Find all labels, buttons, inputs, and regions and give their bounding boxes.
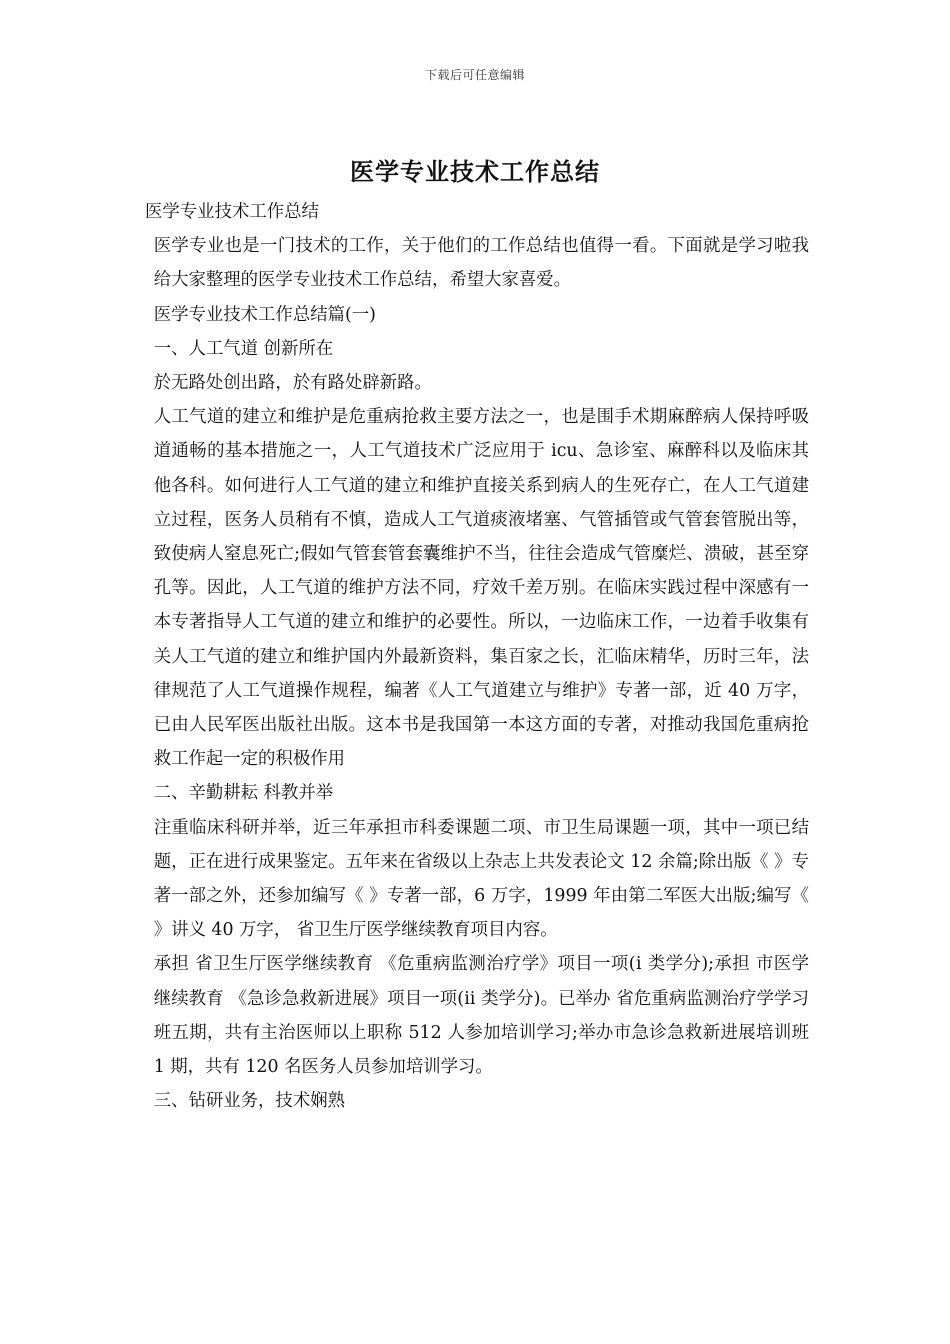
heading-1: 一、人工气道 创新所在 xyxy=(153,338,334,359)
paragraph-research: 注重临床科研并举，近三年承担市科委课题二项、市卫生局课题一项，其中一项已结题，正在进行成果鉴定。五年来在省级以上杂志上共发表论文 12 余篇;除出版《 》专著一部之外，还参加编写《 》专著一部，6 万字，1999 年由第二军医大出版;编写《 》讲义 40 万字， 省卫生厅医学继续教育项目内容。 xyxy=(153,817,809,941)
paragraph-motto: 於无路处创出路，於有路处辟新路。 xyxy=(153,373,432,394)
paragraph-airway: 人工气道的建立和维护是危重病抢救主要方法之一，也是围手术期麻醉病人保持呼吸道通畅的基本措施之一，人工气道技术广泛应用于 icu、急诊室、麻醉科以及临床其他各科。如何进行人工气道的建立和维护直接关系到病人的生死存亡，在人工气道建立过程，医务人员稍有不慎，造成人工气道痰液堵塞、气管插管或气管套管脱出等，致使病人窒息死亡;假如气管套管套囊维护不当，往往会造成气管糜烂、溃破，甚至穿孔等。因此，人工气道的维护方法不同，疗效千差万别。在临床实践过程中深感有一本专著指导人工气道的建立和维护的必要性。所以，一边临床工作，一边着手收集有关人工气道的建立和维护国内外最新资料，集百家之长，汇临床精华，历时三年，法律规范了人工气道操作规程，编著《人工气道建立与维护》专著一部，近 40 万字，已由人民军医出版社出版。这本书是我国第一本这方面的专著，对推动我国危重病抢救工作起一定的积极作用 xyxy=(153,407,809,770)
heading-2: 二、辛勤耕耘 科教并举 xyxy=(153,783,334,804)
paragraph-intro: 医学专业也是一门技术的工作，关于他们的工作总结也值得一看。下面就是学习啦我给大家整理的医学专业技术工作总结，希望大家喜爱。 xyxy=(153,236,809,291)
paragraph-section-title: 医学专业技术工作总结篇(一) xyxy=(153,304,376,325)
paragraph-education: 承担 省卫生厅医学继续教育 《危重病监测治疗学》项目一项(ⅰ 类学分);承担 市医学继续教育 《急诊急救新进展》项目一项(ⅱ 类学分)。已举办 省危重病监测治疗学学习班五期，共有主治医师以上职称 512 人参加培训学习;举办市急诊急救新进展培训班 1 期，共有 120 名医务人员参加培训学习。 xyxy=(153,954,809,1078)
document-body xyxy=(145,195,809,1118)
document-title: 医学专业技术工作总结 xyxy=(350,157,600,186)
heading-3: 三、钻研业务，技术娴熟 xyxy=(153,1091,345,1112)
paragraph-subtitle: 医学专业技术工作总结 xyxy=(145,202,319,222)
header-note: 下载后可任意编辑 xyxy=(424,68,525,82)
